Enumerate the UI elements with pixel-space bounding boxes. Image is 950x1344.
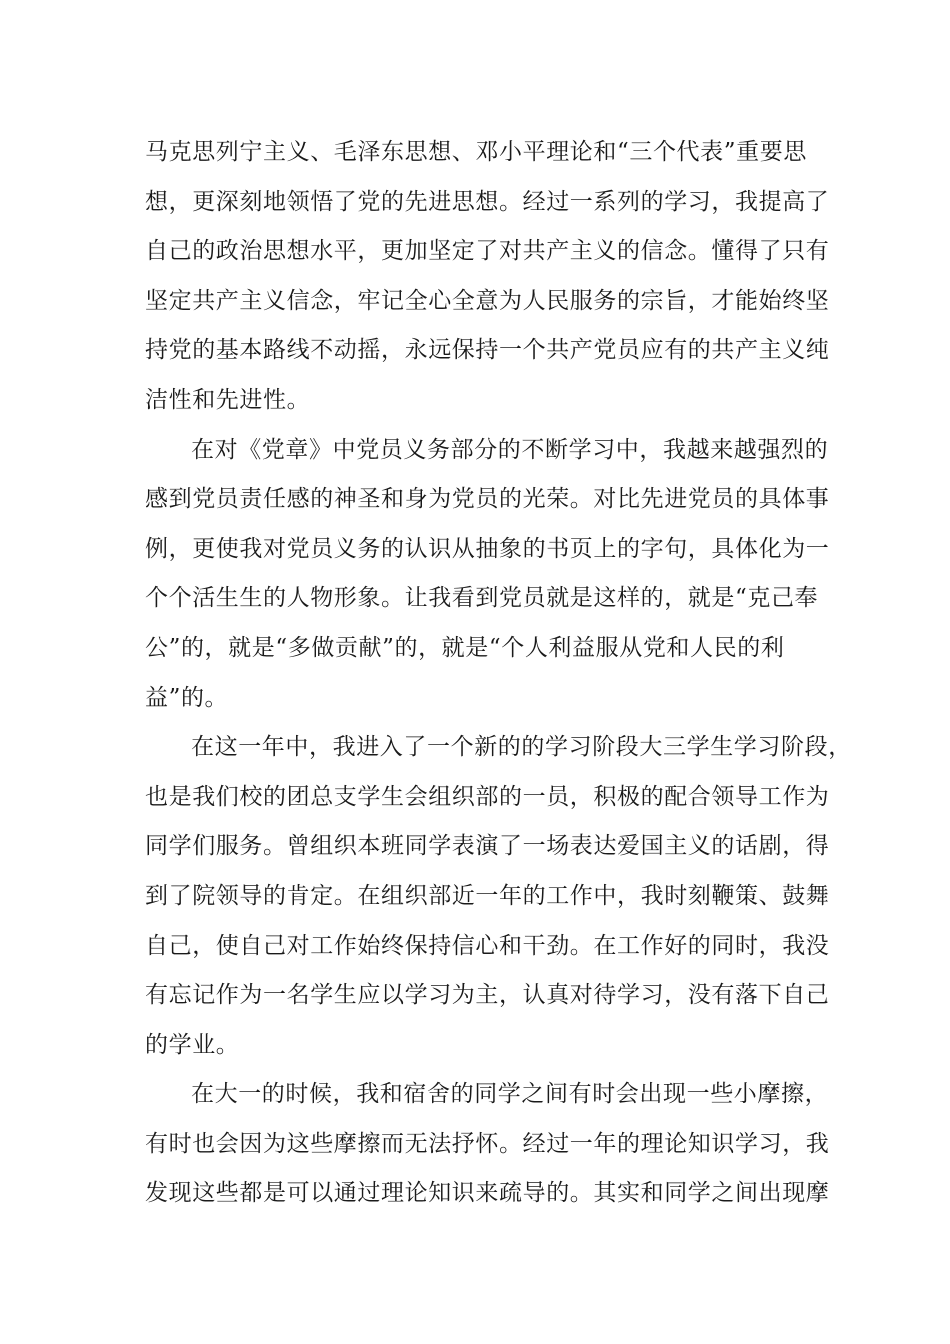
- paragraph-line: 感到党员责任感的神圣和身为党员的光荣。对比先进党员的具体事: [145, 486, 830, 513]
- paragraph-line: 同学们服务。曾组织本班同学表演了一场表达爱国主义的话剧，得: [145, 833, 830, 860]
- paragraph-line: 有忘记作为一名学生应以学习为主，认真对待学习，没有落下自己: [145, 982, 830, 1009]
- paragraph-line: 持党的基本路线不动摇，永远保持一个共产党员应有的共产主义纯: [145, 337, 830, 364]
- paragraph-line: 洁性和先进性。: [145, 386, 311, 413]
- paragraph-line: 的学业。: [145, 1031, 240, 1058]
- paragraph-line: 坚定共产主义信念，牢记全心全意为人民服务的宗旨，才能始终坚: [145, 287, 830, 314]
- paragraph-line: 在这一年中，我进入了一个新的的学习阶段大三学生学习阶段，: [191, 734, 852, 761]
- paragraph-line: 有时也会因为这些摩擦而无法抒怀。经过一年的理论知识学习，我: [145, 1130, 830, 1157]
- paragraph-line: 到了院领导的肯定。在组织部近一年的工作中，我时刻鞭策、鼓舞: [145, 882, 830, 909]
- paragraph-line: 公”的，就是“多做贡献”的，就是“个人利益服从党和人民的利: [145, 634, 785, 661]
- paragraph-1: [145, 128, 830, 426]
- paragraph-line: 个个活生生的人物形象。让我看到党员就是这样的，就是“克己奉: [145, 585, 819, 612]
- paragraph-2: [145, 426, 830, 724]
- paragraph-line: 自己的政治思想水平，更加坚定了对共产主义的信念。懂得了只有: [145, 238, 830, 265]
- paragraph-line: 益”的。: [145, 684, 229, 711]
- paragraph-line: 自己，使自己对工作始终保持信心和干劲。在工作好的同时，我没: [145, 932, 830, 959]
- document-body: [145, 128, 852, 1219]
- paragraph-line: 想，更深刻地领悟了党的先进思想。经过一系列的学习，我提高了: [145, 188, 830, 215]
- paragraph-line: 在大一的时候，我和宿舍的同学之间有时会出现一些小摩擦，: [191, 1081, 829, 1108]
- paragraph-line: 也是我们校的团总支学生会组织部的一员，积极的配合领导工作为: [145, 783, 830, 810]
- paragraph-line: 例，更使我对党员义务的认识从抽象的书页上的字句，具体化为一: [145, 535, 830, 562]
- paragraph-3: [145, 723, 852, 1070]
- paragraph-4: [145, 1070, 830, 1219]
- paragraph-line: 马克思列宁主义、毛泽东思想、邓小平理论和“三个代表”重要思: [145, 139, 807, 165]
- paragraph-line: 在对《党章》中党员义务部分的不断学习中，我越来越强烈的: [191, 436, 829, 463]
- paragraph-line: 发现这些都是可以通过理论知识来疏导的。其实和同学之间出现摩: [145, 1180, 830, 1207]
